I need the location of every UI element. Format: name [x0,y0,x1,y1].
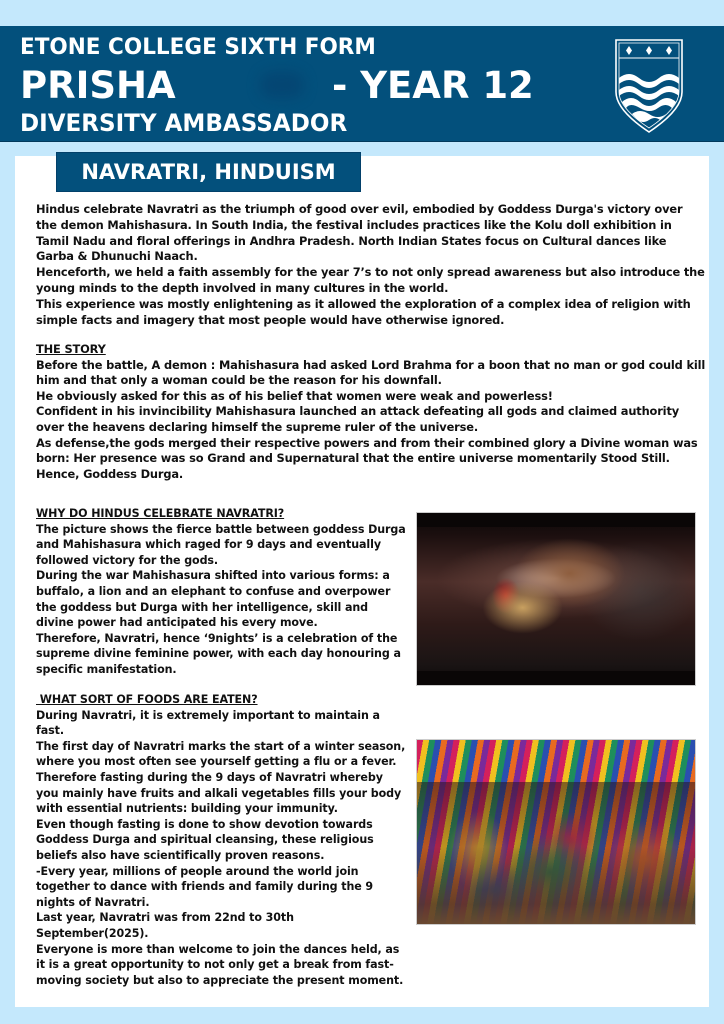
intro-paragraph: Henceforth, we held a faith assembly for the year 7’s to not only spread awareness but also introduce the young minds to the depth involved in many cultures in the world. [36,265,705,295]
story-paragraph: Before the battle, A demon : Mahishasura had asked Lord Brahma for a boon that no man or god could kill him and that only a woman could be the reason for his downfall. [36,357,706,388]
page-title [56,152,361,192]
school-crest-icon [610,36,688,136]
school-name: ETONE COLLEGE SIXTH FORM [20,35,376,60]
image-letterbox [417,671,695,685]
why-heading: WHY DO HINDUS CELEBRATE NAVRATRI? [36,507,285,520]
foods-paragraph: Even though fasting is done to show devotion towards Goddess Durga and spiritual cleansing, these religious beliefs also have scientifically proven reasons. [36,817,374,862]
image-shading [417,782,695,925]
foods-section [36,692,408,988]
year-group: - YEAR 12 [332,64,534,107]
intro-paragraph: Hindus celebrate Navratri as the triumph of good over evil, embodied by Goddess Durga's victory over the demon Mahishasura. In South India, the festival includes practices like the Kolu doll exhibition in Tamil Nadu and floral offerings in Andhra Pradesh. North Indian States focus on Cultural dances like Garba & Dhunuchi Naach. [36,202,683,264]
story-paragraph: Confident in his invincibility Mahishasura launched an attack defeating all gods and claimed authority over the heavens declaring himself the supreme ruler of the universe. [36,404,680,434]
why-paragraph: The picture shows the fierce battle between goddess Durga and Mahishasura which raged for 9 days and eventually followed victory for the gods. [36,522,406,567]
intro-section [36,202,706,328]
student-name-line [20,64,534,107]
why-section [36,506,408,678]
story-heading: THE STORY [36,342,106,356]
story-section [36,342,706,482]
redacted-surname [260,72,304,98]
foods-paragraph: During Navratri, it is extremely important to maintain a fast. [36,708,380,738]
foods-paragraph: Therefore fasting during the 9 days of Navratri whereby you mainly have fruits and alkali vegetables fills your body with essential nutrients: building your immunity. [36,770,402,816]
foods-heading: WHAT SORT OF FOODS ARE EATEN? [36,693,258,706]
image-letterbox [417,513,695,527]
why-paragraph: Therefore, Navratri, hence ‘9nights’ is a celebration of the supreme divine feminine power, with each day honouring a specific manifestation. [36,631,401,676]
story-paragraph: As defense,the gods merged their respective powers and from their combined glory a Divine woman was born: Her presence was so Grand and Supernatural that the entire universe momentarily Stood Still. Hence, Goddess Durga. [36,435,698,481]
foods-paragraph: Last year, Navratri was from 22nd to 30th September(2025). [36,911,294,940]
page-title-text: NAVRATRI, HINDUISM [81,160,336,184]
story-paragraph: He obviously asked for this as of his belief that women were weak and powerless! [36,388,553,403]
student-name: PRISHA [20,64,176,107]
garba-dance-image [416,739,696,925]
page-header [0,26,724,142]
foods-paragraph: -Every year, millions of people around the world join together to dance with friends and family during the 9 nights of Navratri. [36,864,374,909]
role-title: DIVERSITY AMBASSADOR [20,109,348,137]
foods-paragraph: Everyone is more than welcome to join the dances held, as it is a great opportunity to not only get a break from fast-moving society but also to appreciate the present moment. [36,942,404,987]
intro-paragraph: This experience was mostly enlightening as it allowed the exploration of a complex idea of religion with simple facts and imagery that most people would have otherwise ignored. [36,296,691,327]
durga-battle-image [416,512,696,686]
foods-paragraph: The first day of Navratri marks the start of a winter season, where you most often see yourself getting a flu or a fever. [36,739,406,769]
why-paragraph: During the war Mahishasura shifted into various forms: a buffalo, a lion and an elephant to confuse and overpower the goddess but Durga with her intelligence, skill and divine power had anticipated his every move. [36,569,391,630]
